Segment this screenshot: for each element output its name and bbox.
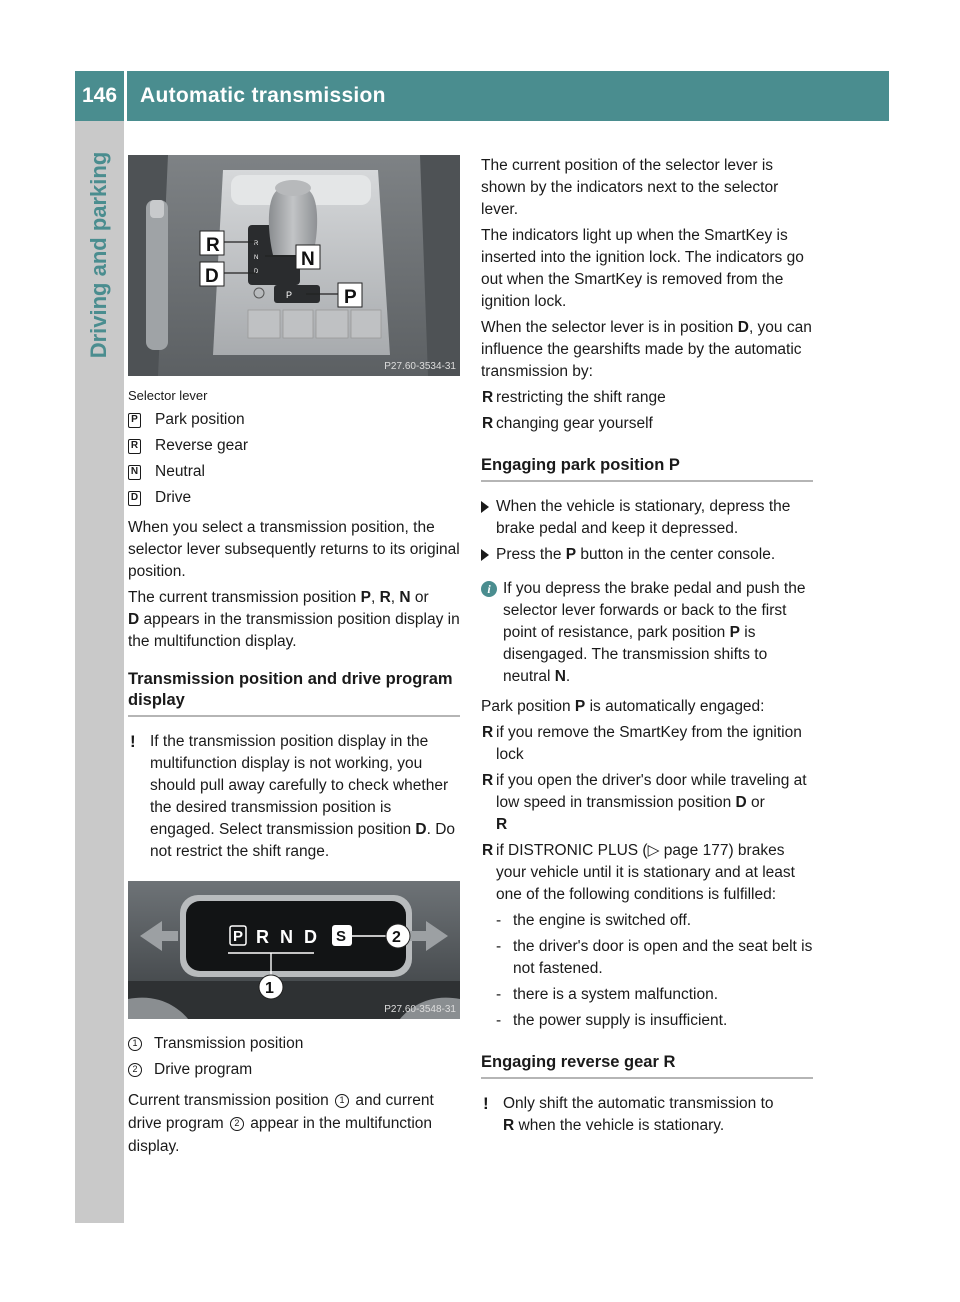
reverse-symbol-icon: R (128, 439, 141, 454)
multifunction-display-photo (128, 881, 460, 1019)
drive-symbol-icon: D (128, 491, 141, 506)
legend-item: D Drive (128, 487, 460, 509)
sub-list-item: - the power supply is insufficient. (496, 1012, 728, 1029)
step-item: Press the P button in the center console. (481, 544, 813, 566)
display-letter-n: N (280, 927, 293, 947)
warning-note: ! If the transmission position display in the multifunction display is not working, you should pull away carefully to check whether the desired transmission position is engaged. Select transmission position D. Do not restrict the shift range. (130, 732, 456, 860)
paragraph: When you select a transmission position, the selector lever subsequently returns to its original position. (128, 519, 460, 580)
selector-lever-photo (128, 155, 460, 376)
sub-list-item: - the engine is switched off. (496, 912, 692, 929)
callout-p: P (344, 287, 357, 308)
info-note: i If you depress the brake pedal and push the selector lever forwards or back to the first point of resistance, park position P is disengaged. The transmission shifts to neutral N. (481, 578, 813, 688)
lever-letter-d: D (254, 269, 259, 275)
side-title: Driving and parking (86, 151, 111, 359)
paragraph: The current transmission position P, R, N or D appears in the transmission position display in the multifunction display. (128, 589, 460, 650)
lever-letter-r: R (254, 241, 259, 247)
right-column (481, 155, 813, 1137)
callout-1: 1 (265, 980, 274, 997)
section-heading: Engaging park position P (481, 455, 813, 482)
legend-item: N Neutral (128, 461, 460, 483)
page-number: 146 (81, 84, 118, 107)
image-code: P27.60-3534-31 (384, 361, 456, 372)
step-arrow-icon (481, 549, 489, 561)
list-item: R changing gear yourself (482, 415, 653, 432)
step-item: When the vehicle is stationary, depress the brake pedal and keep it depressed. (481, 496, 813, 540)
left-column (128, 155, 460, 1158)
list-item: R if you remove the SmartKey from the ignition lock (482, 724, 802, 763)
sub-list-item: - the driver's door is open and the seat belt is not fastened. (496, 938, 813, 977)
lever-letter-n: N (254, 255, 259, 261)
paragraph: Current transmission position 1 and current drive program 2 appear in the multifunction display. (128, 1092, 434, 1155)
info-icon: i (481, 581, 497, 597)
callout-r: R (206, 235, 220, 256)
legend-item: P Park position (128, 409, 460, 431)
paragraph: The current position of the selector lever is shown by the indicators next to the selector lever. (481, 157, 779, 218)
list-item: R if you open the driver's door while traveling at low speed in transmission position D or R (482, 772, 807, 833)
section-heading: Transmission position and drive program display (128, 669, 460, 717)
display-letter-s: S (336, 928, 347, 945)
legend-item: 1 Transmission position (128, 1033, 460, 1055)
neutral-symbol-icon: N (128, 465, 141, 480)
display-letter-d: D (304, 927, 317, 947)
step-arrow-icon (481, 501, 489, 513)
legend-item: 2 Drive program (128, 1059, 460, 1081)
callout-d: D (205, 266, 219, 287)
warning-note: ! Only shift the automatic transmission to R when the vehicle is stationary. (483, 1094, 774, 1134)
image-code: P27.60-3548-31 (384, 1004, 456, 1015)
callout-1-icon: 1 (128, 1037, 142, 1051)
console-p-button-label: P (286, 290, 293, 300)
callout-2-icon: 2 (128, 1063, 142, 1077)
warning-icon: ! (130, 732, 136, 751)
warning-icon: ! (483, 1094, 489, 1113)
paragraph: When the selector lever is in position D, you can influence the gearshifts made by the automatic transmission by: (481, 319, 812, 380)
chapter-title: Automatic transmission (140, 84, 386, 107)
callout-2-icon: 2 (230, 1117, 244, 1131)
callout-2: 2 (392, 929, 401, 946)
callout-1-icon: 1 (335, 1094, 349, 1108)
paragraph: The indicators light up when the SmartKey is inserted into the ignition lock. The indicators go out when the SmartKey is removed from the ignition lock. (481, 227, 804, 310)
list-item: R restricting the shift range (482, 389, 666, 406)
header-separator (124, 71, 127, 121)
section-heading: Engaging reverse gear R (481, 1052, 813, 1079)
paragraph: Park position P is automatically engaged: (481, 698, 765, 715)
display-letter-r: R (256, 927, 269, 947)
sub-list-item: - there is a system malfunction. (496, 986, 719, 1003)
legend-item: R Reverse gear (128, 435, 460, 457)
figure-caption: Selector lever (128, 388, 208, 403)
list-item: R if DISTRONIC PLUS (▷ page 177) brakes your vehicle until it is stationary and at least one of the following conditions is fulfilled: (482, 842, 795, 903)
display-letter-p: P (233, 928, 244, 945)
callout-n: N (301, 249, 315, 270)
park-symbol-icon: P (128, 413, 141, 428)
